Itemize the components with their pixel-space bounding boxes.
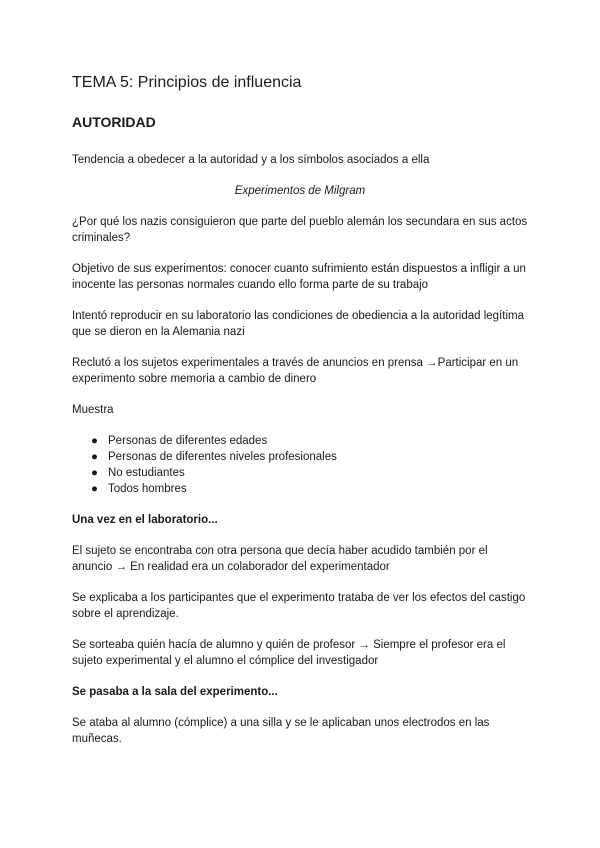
paragraph-question: ¿Por qué los nazis consiguieron que parte del pueblo alemán los secundara en sus actos criminales? (72, 216, 528, 244)
list-item (91, 433, 528, 449)
paragraph-room: Se ataba al alumno (cómplice) a una silla y se le aplicaban unos electrodos en las muñecas. (72, 717, 490, 745)
paragraph-objective: Objetivo de sus experimentos: conocer cuanto sufrimiento están dispuestos a infligir a un inocente las personas normales cuando ello forma parte de su trabajo (72, 263, 526, 291)
list-item (91, 481, 528, 497)
list-item (91, 465, 528, 481)
room-heading: Se pasaba a la sala del experimento... (72, 686, 278, 698)
paragraph-lab-subject: El sujeto se encontraba con otra persona que decía haber acudido también por el anuncio → En realidad era un colaborador del experimentador (72, 545, 488, 573)
list-item-text: Personas de diferentes niveles profesionales (108, 451, 337, 463)
sample-list (72, 433, 528, 497)
paragraph-lab-explain: Se explicaba a los participantes que el experimento trataba de ver los efectos del castigo sobre el aprendizaje. (72, 592, 526, 620)
paragraph-reproduce: Intentó reproducir en su laboratorio las condiciones de obediencia a la autoridad legítima que se dieron en la Alemania nazi (72, 310, 524, 338)
document-title: TEMA 5: Principios de influencia (72, 74, 302, 91)
bullet-icon: ● (91, 483, 98, 495)
sample-label: Muestra (72, 404, 114, 416)
list-item-text: No estudiantes (108, 467, 185, 479)
section-heading: AUTORIDAD (72, 114, 156, 130)
intro-paragraph: Tendencia a obedecer a la autoridad y a los símbolos asociados a ella (72, 154, 430, 166)
paragraph-lab-draw: Se sorteaba quién hacía de alumno y quién de profesor → Siempre el profesor era el sujeto experimental y el alumno el cómplice del investigador (72, 639, 506, 667)
list-item (91, 449, 528, 465)
lab-heading: Una vez en el laboratorio... (72, 514, 218, 526)
list-item-text: Todos hombres (108, 483, 187, 495)
bullet-icon: ● (91, 435, 98, 447)
paragraph-recruit: Reclutó a los sujetos experimentales a través de anuncios en prensa →Participar en un experimento sobre memoria a cambio de dinero (72, 357, 519, 385)
list-item-text: Personas de diferentes edades (108, 435, 268, 447)
bullet-icon: ● (91, 451, 98, 463)
milgram-subtitle: Experimentos de Milgram (234, 185, 366, 197)
bullet-icon: ● (91, 467, 98, 479)
